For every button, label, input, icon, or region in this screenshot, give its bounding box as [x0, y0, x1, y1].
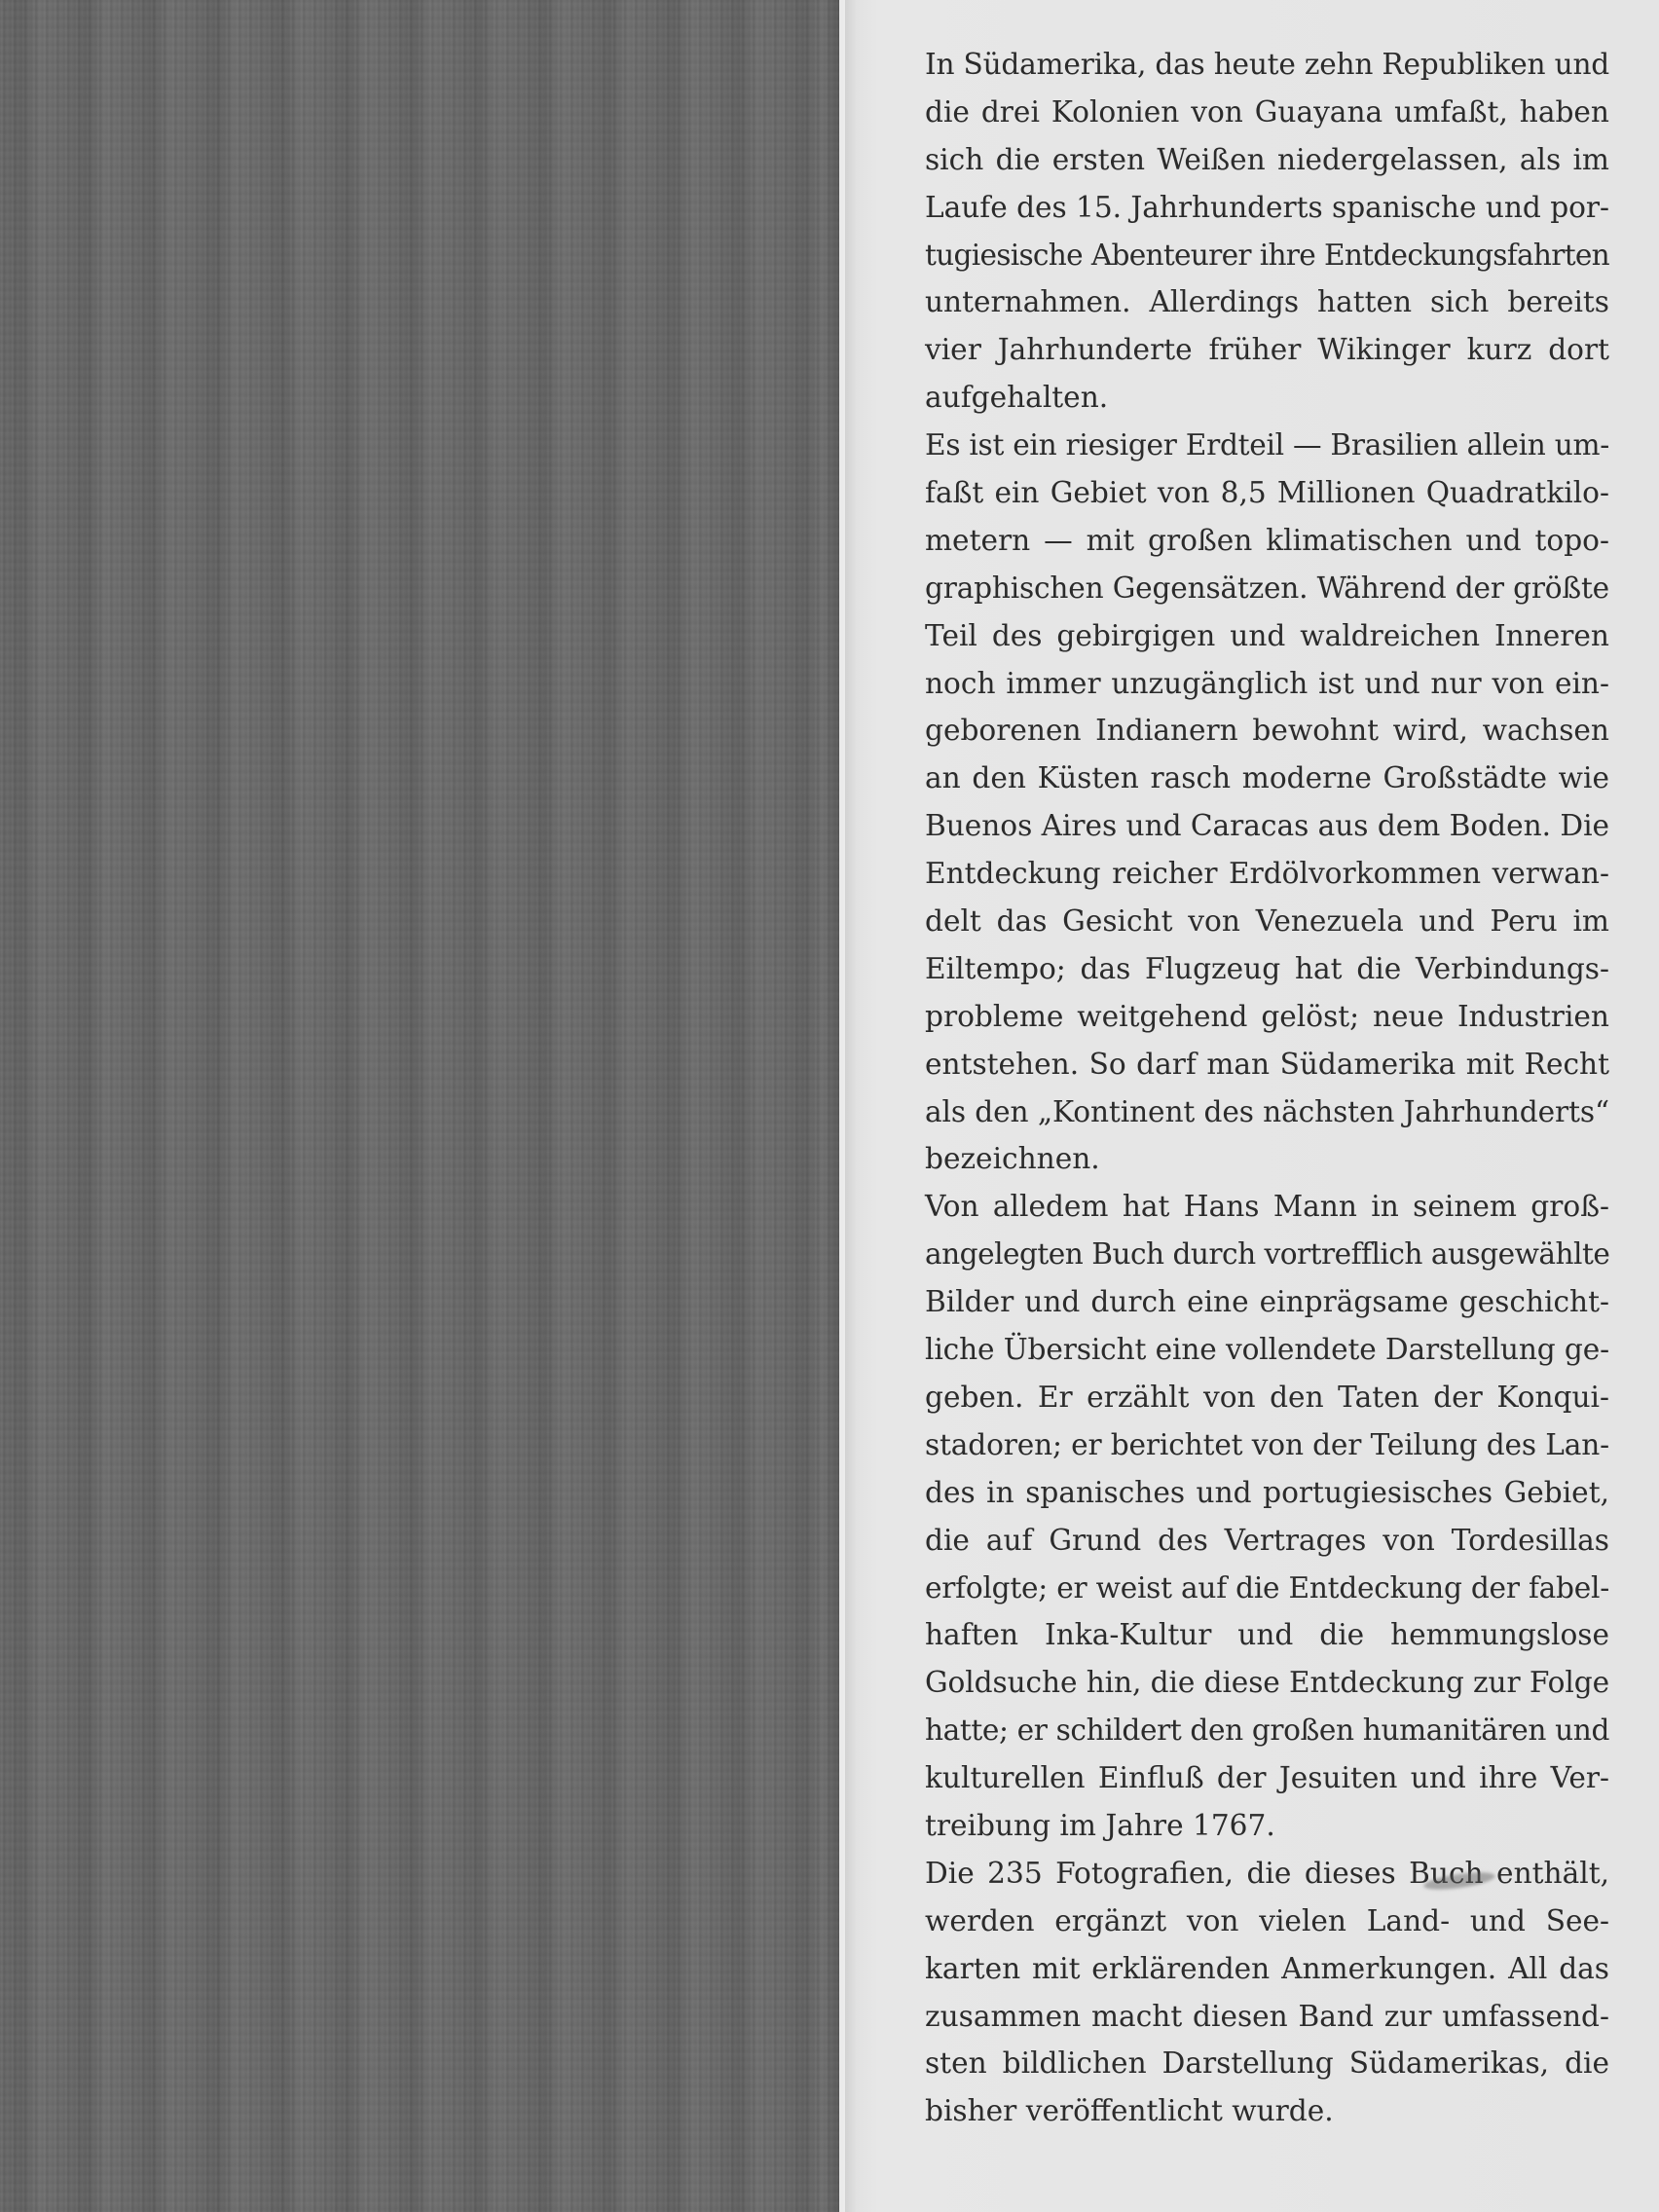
text-line: vier Jahrhunderte früher Wikinger kurz dort [925, 333, 1609, 367]
text-line: des in spanisches und portugiesisches Gebiet, [925, 1475, 1609, 1509]
text-line: Laufe des 15. Jahrhunderts spanische und por- [925, 190, 1609, 224]
text-line: faßt ein Gebiet von 8,5 Millionen Quadratkilo- [925, 476, 1609, 510]
text-line: tugiesische Abenteurer ihre Entdeckungsfahrten [925, 238, 1609, 272]
text-line: kulturellen Einfluß der Jesuiten und ihre Ver- [925, 1761, 1609, 1795]
text-line: zusammen macht diesen Band zur umfassend- [925, 1999, 1609, 2033]
text-line: werden ergänzt von vielen Land- und See- [925, 1903, 1609, 1937]
text-line: unternahmen. Allerdings hatten sich bereits [925, 285, 1609, 319]
text-line: Goldsuche hin, die diese Entdeckung zur Folge [925, 1666, 1609, 1700]
text-line: entstehen. So darf man Südamerika mit Recht [925, 1047, 1609, 1081]
text-line: graphischen Gegensätzen. Während der größte [925, 571, 1609, 605]
text-line: Es ist ein riesiger Erdteil — Brasilien allein um- [925, 428, 1609, 462]
text-line: Teil des gebirgigen und waldreichen Inneren [925, 618, 1609, 652]
paragraph-4 [925, 1850, 1609, 2135]
text-line: liche Übersicht eine vollendete Darstellung ge- [925, 1333, 1609, 1367]
text-line: an den Küsten rasch moderne Großstädte wie [925, 761, 1609, 795]
text-line: Bilder und durch eine einprägsame geschicht- [925, 1285, 1609, 1319]
text-line: aufgehalten. [925, 381, 1109, 415]
blurb-text [925, 41, 1609, 2135]
text-line: hatte; er schildert den großen humanitären und [925, 1714, 1609, 1748]
text-line: delt das Gesicht von Venezuela und Peru im [925, 904, 1609, 939]
paragraph-1 [925, 41, 1609, 422]
text-line: Eiltempo; das Flugzeug hat die Verbindungs- [925, 951, 1609, 985]
paragraph-2 [925, 422, 1609, 1183]
text-line: Die 235 Fotografien, die dieses Buch enthält, [925, 1856, 1609, 1890]
text-line: Buenos Aires und Caracas aus dem Boden. Die [925, 809, 1609, 843]
text-line: Entdeckung reicher Erdölvorkommen verwan- [925, 857, 1609, 891]
text-line: probleme weitgehend gelöst; neue Industrien [925, 999, 1609, 1033]
text-line: treibung im Jahre 1767. [925, 1808, 1275, 1842]
text-line: haften Inka-Kultur und die hemmungslose [925, 1618, 1609, 1652]
text-line: In Südamerika, das heute zehn Republiken und [925, 48, 1609, 81]
text-line: angelegten Buch durch vortrefflich ausgewählte [925, 1237, 1610, 1272]
text-line: geben. Er erzählt von den Taten der Konqui- [925, 1380, 1609, 1414]
text-line: bisher veröffentlicht wurde. [925, 2094, 1334, 2128]
text-line: geborenen Indianern bewohnt wird, wachsen [925, 714, 1609, 748]
text-line: metern — mit großen klimatischen und topo- [925, 523, 1609, 557]
text-line: sich die ersten Weißen niedergelassen, als im [925, 142, 1609, 176]
text-line: stadoren; er berichtet von der Teilung des Lan- [925, 1427, 1609, 1461]
text-line: karten mit erklärenden Anmerkungen. All das [925, 1951, 1609, 1985]
text-line: die auf Grund des Vertrages von Tordesillas [925, 1523, 1609, 1557]
text-line: erfolgte; er weist auf die Entdeckung der fabel- [925, 1570, 1609, 1604]
paragraph-3 [925, 1183, 1609, 1849]
text-line: als den „Kontinent des nächsten Jahrhunderts“ [925, 1094, 1609, 1128]
text-line: sten bildlichen Darstellung Südamerikas, die [925, 2046, 1609, 2081]
page-edge-highlight [839, 0, 845, 2212]
text-line: noch immer unzugänglich ist und nur von ein- [925, 666, 1609, 700]
text-line: bezeichnen. [925, 1142, 1100, 1176]
text-line: Von alledem hat Hans Mann in seinem groß- [925, 1190, 1609, 1224]
text-line: die drei Kolonien von Guayana umfaßt, haben [925, 94, 1609, 129]
